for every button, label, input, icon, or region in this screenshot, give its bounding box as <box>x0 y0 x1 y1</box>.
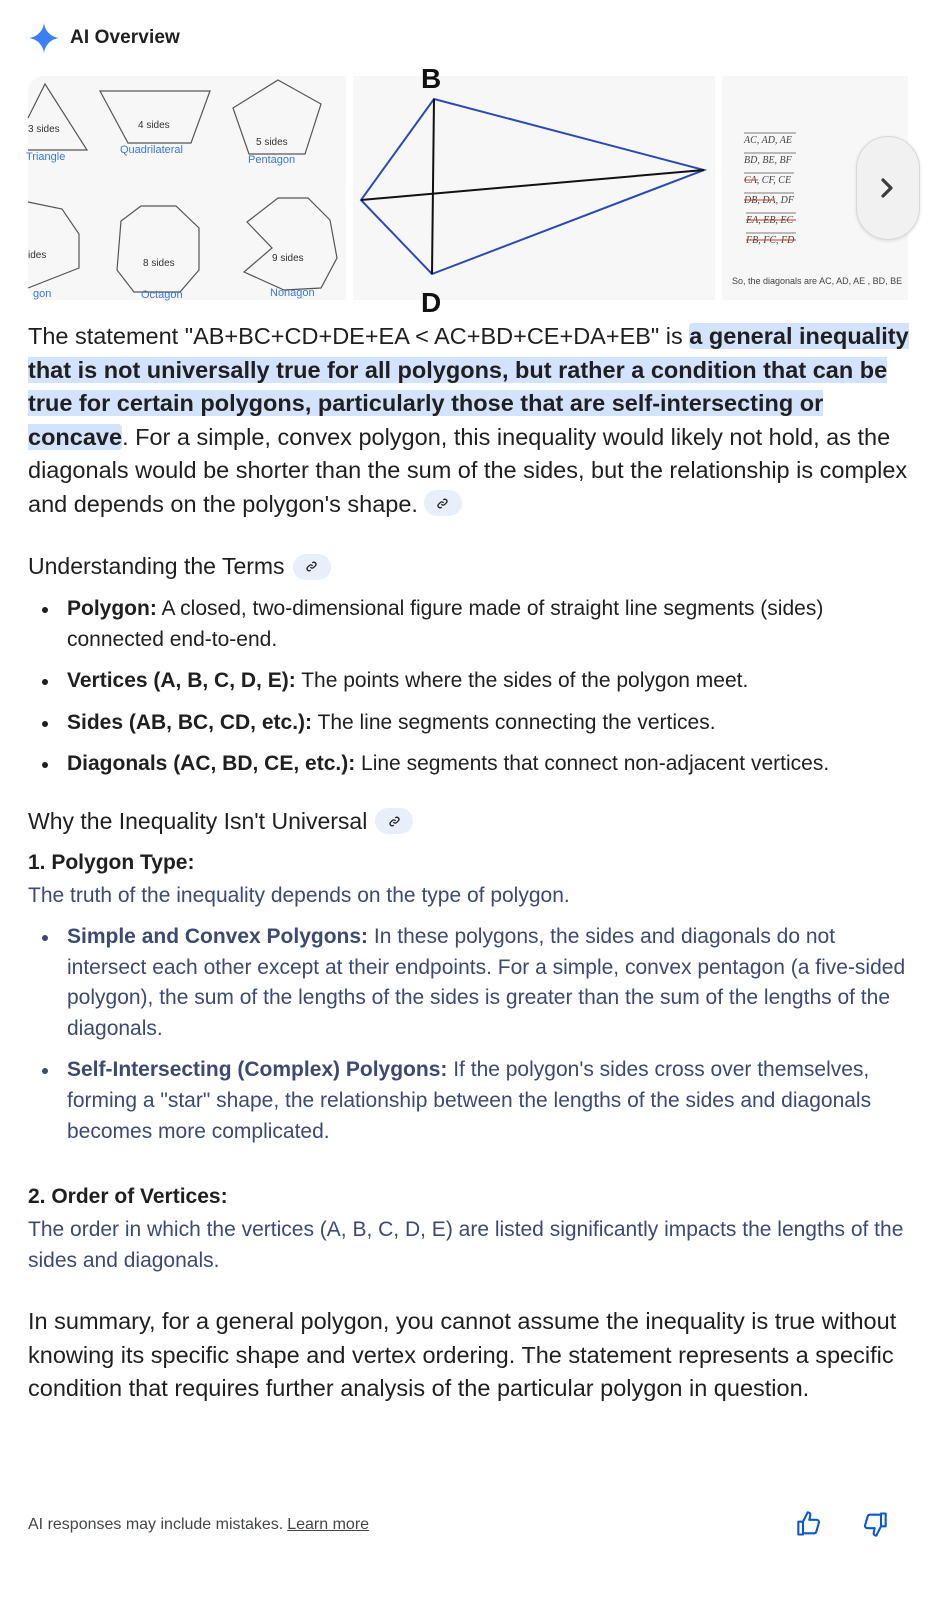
intro-paragraph <box>28 320 912 521</box>
item-text: In these polygons, the sides and diagonals do not intersect each other except at their endpoints. For a simple, convex pentagon (a five-sided polygon), the sum of the lengths of the sides is greater than the sum of the lengths of the diagonals. <box>67 925 906 1040</box>
item-label: Self-Intersecting (Complex) Polygons: <box>67 1058 448 1082</box>
diagonal-bd <box>432 99 434 274</box>
diagonal-line-2: BD, BE, BF <box>744 155 792 166</box>
quadrilateral-name-label: Quadrilateral <box>120 144 183 156</box>
diagonal-line-3: CA, CF, CE <box>744 175 792 186</box>
overview-body <box>28 320 912 1406</box>
quadrilateral-sides-label: 4 sides <box>138 120 170 131</box>
diagonal-line-4: DB, DA, DF <box>744 195 794 206</box>
term-label: Sides (AB, BC, CD, etc.): <box>67 710 313 734</box>
feedback-buttons <box>796 1510 888 1538</box>
triangle-name-label: Triangle <box>26 151 66 163</box>
carousel-image-kite-diagram[interactable] <box>353 63 715 318</box>
list-item <box>28 666 912 697</box>
triangle-sides-label: 3 sides <box>28 124 60 135</box>
item-label: Simple and Convex Polygons: <box>67 925 369 948</box>
diagonal-line-1: AC, AD, AE <box>744 135 792 146</box>
subheading-polygon-type: 1. Polygon Type: <box>28 850 195 874</box>
vertex-label-d: D <box>421 287 442 318</box>
nonagon-sides-label: 9 sides <box>272 253 304 264</box>
thumbs-up-icon[interactable] <box>796 1510 824 1538</box>
list-item <box>28 922 912 1044</box>
pentagon-sides-label: 5 sides <box>256 137 288 148</box>
link-icon <box>305 560 318 573</box>
summary-paragraph: In summary, for a general polygon, you cannot assume the inequality is true without knowing its specific shape and vertex ordering. The statement represents a specific condition that requires further analysis of the particular polygon in question. <box>28 1308 897 1402</box>
polygon-type-text: The truth of the inequality depends on the type of polygon. <box>28 883 570 907</box>
terms-link-chip[interactable] <box>293 554 331 580</box>
kite-outline <box>361 99 704 274</box>
thumbs-down-icon[interactable] <box>860 1510 888 1538</box>
heptagon-name-label: gon <box>33 288 52 300</box>
triangle-shape <box>28 84 87 150</box>
term-definition: A closed, two-dimensional figure made of straight line segments (sides) connected end-to-end. <box>67 597 824 651</box>
diagonals-caption: So, the diagonals are AC, AD, AE , BD, BE <box>732 276 903 286</box>
source-link-chip[interactable] <box>424 490 462 516</box>
gemini-spark-icon <box>28 22 60 54</box>
why-link-chip[interactable] <box>375 808 413 834</box>
order-of-vertices-text: The order in which the vertices (A, B, C, D, E) are listed significantly impacts the lengths of the sides and diagonals. <box>28 1218 904 1272</box>
term-definition: The points where the sides of the polygon meet. <box>295 669 749 692</box>
nonagon-name-label: Nonagon <box>270 287 315 299</box>
image-carousel <box>26 63 908 318</box>
disclaimer-text: AI responses may include mistakes. <box>28 1516 284 1533</box>
octagon-shape <box>117 206 199 292</box>
terms-list <box>28 594 912 780</box>
octagon-name-label: Octagon <box>141 289 183 301</box>
carousel-image-polygons[interactable] <box>28 76 346 300</box>
term-definition: The line segments connecting the vertices. <box>312 710 716 734</box>
link-icon <box>388 815 401 828</box>
nonagon-shape <box>244 198 337 290</box>
octagon-sides-label: 8 sides <box>143 258 175 269</box>
term-label: Polygon: <box>67 597 157 620</box>
list-item <box>28 594 912 655</box>
quadrilateral-shape <box>100 91 210 143</box>
term-label: Vertices (A, B, C, D, E): <box>67 669 296 692</box>
chevron-right-icon <box>875 176 899 200</box>
list-item <box>28 708 912 739</box>
intro-text-after: . For a simple, convex polygon, this inequality would likely not hold, as the diagonals would be shorter than the sum of the sides, but the relationship is complex and depends on the polygon's shape. <box>28 423 908 517</box>
diagonal-line-5: EA, EB, EC <box>746 215 794 226</box>
vertex-label-b: B <box>421 63 442 94</box>
item-text: If the polygon's sides cross over themselves, forming a "star" shape, the relationship between the lengths of the sides and diagonals becomes more complicated. <box>67 1058 872 1143</box>
section-heading-why <box>28 808 912 835</box>
learn-more-link[interactable]: Learn more <box>287 1516 370 1533</box>
diagonal-ac <box>361 170 704 200</box>
intro-text-before: The statement "AB+BC+CD+DE+EA < AC+BD+CE+DA+EB" is <box>28 323 690 349</box>
polygon-type-list <box>28 922 912 1147</box>
carousel-next-button[interactable] <box>856 136 920 240</box>
list-item <box>28 1055 912 1147</box>
link-icon <box>436 497 449 510</box>
heptagon-shape <box>28 202 79 288</box>
ai-overview-header <box>28 22 180 54</box>
term-label: Diagonals (AC, BD, CE, etc.): <box>67 752 356 775</box>
pentagon-name-label: Pentagon <box>248 154 296 166</box>
section-title-terms: Understanding the Terms <box>28 553 285 579</box>
subheading-order-of-vertices: 2. Order of Vertices: <box>28 1185 228 1209</box>
section-heading-terms <box>28 553 912 580</box>
section-title-why: Why the Inequality Isn't Universal <box>28 807 368 834</box>
heptagon-sides-label: ides <box>28 250 47 261</box>
list-item <box>28 749 912 780</box>
diagonal-line-6: FB, FC, FD <box>746 235 795 246</box>
intro-highlight: a general inequality that is not universally true for all polygons, but rather a condition that can be true for certain polygons, particularly those that are self-intersecting or concave <box>28 323 909 450</box>
term-definition: Line segments that connect non-adjacent vertices. <box>355 752 830 775</box>
footer <box>28 1512 888 1538</box>
ai-overview-title: AI Overview <box>70 27 180 48</box>
